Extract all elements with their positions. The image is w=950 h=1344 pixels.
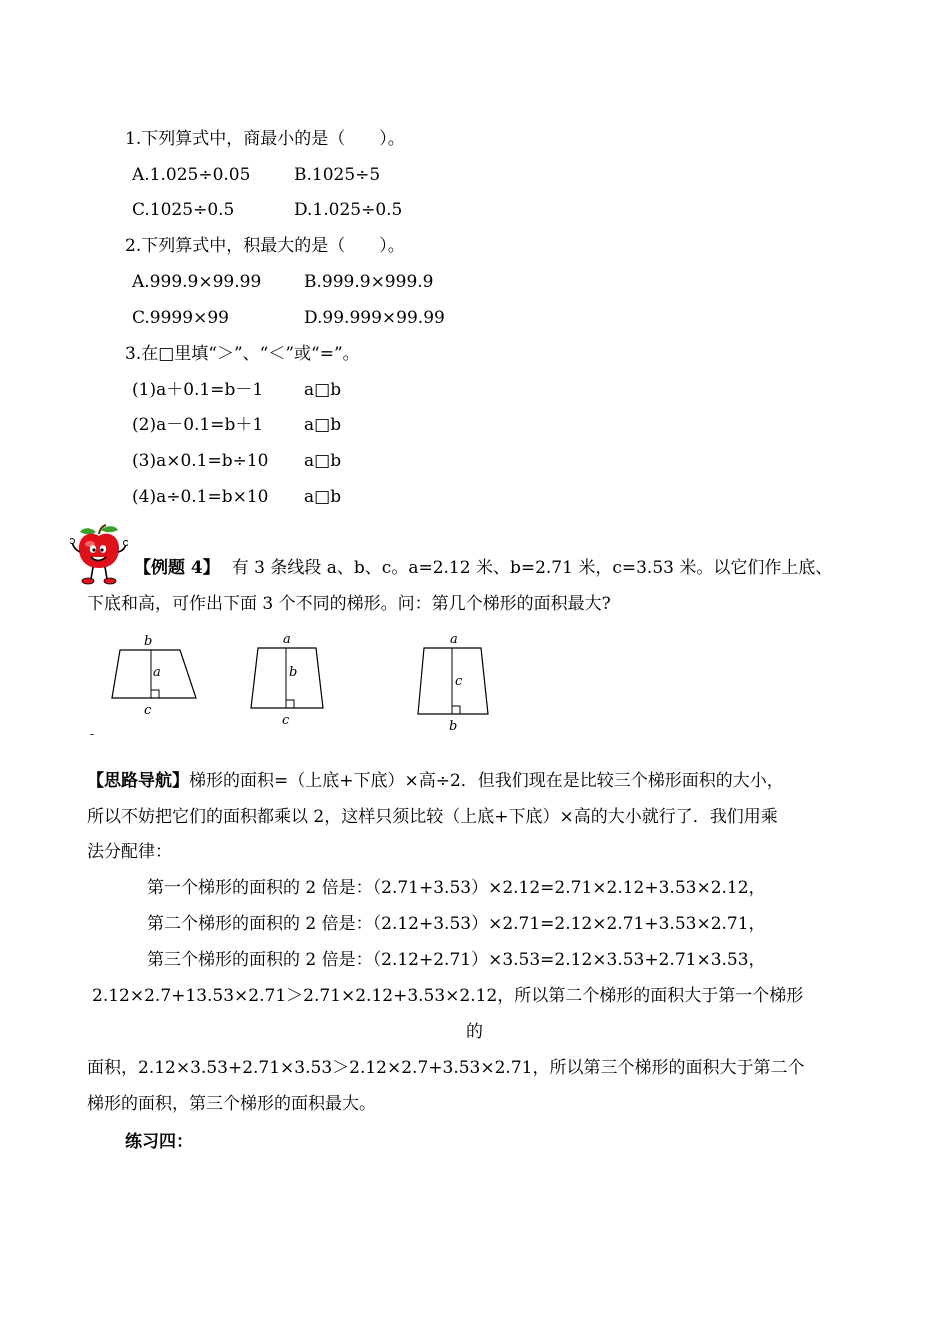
- solution-calc-3: 第三个梯形的面积的 2 倍是：（2.12+2.71）×3.53=2.12×3.53+2.71×3.53，: [147, 950, 766, 970]
- trapezoid-figures: [100, 628, 540, 738]
- example-line-2: 下底和高，可作出下面 3 个不同的梯形。问：第几个梯形的面积最大?: [87, 594, 611, 614]
- trapezoid-3-bottom-label: b: [449, 719, 458, 734]
- example-line-1: [134, 556, 832, 580]
- q2-option-d: D.99.999×99.99: [304, 308, 445, 328]
- q3-item-expr: (4)a÷0.1=b×10: [132, 487, 269, 507]
- trapezoid-2-bottom-label: c: [282, 713, 290, 728]
- q3-item-cmp: a□b: [304, 451, 342, 471]
- practice-heading: 练习四：: [125, 1132, 193, 1152]
- solution-calc-2: 第二个梯形的面积的 2 倍是：（2.12+3.53）×2.71=2.12×2.71+3.53×2.71，: [147, 914, 766, 934]
- solution-comp-3: 梯形的面积，第三个梯形的面积最大。: [87, 1094, 376, 1114]
- trapezoid-1-top-label: b: [144, 634, 153, 649]
- trapezoid-1-height-label: a: [153, 665, 161, 680]
- q1-stem: 1.下列算式中，商最小的是（ ）。: [125, 129, 405, 149]
- solution-label: 【思路导航】: [87, 771, 189, 791]
- q1-option-d: D.1.025÷0.5: [294, 200, 403, 220]
- q3-item-expr: (3)a×0.1=b÷10: [132, 451, 269, 471]
- q2-stem: 2.下列算式中，积最大的是（ ）。: [125, 236, 405, 256]
- q1-option-b: B.1025÷5: [294, 165, 381, 185]
- solution-comp-1: 2.12×2.7+13.53×2.71＞2.71×2.12+3.53×2.12，所以第二个梯形的面积大于第一个梯形: [92, 986, 804, 1006]
- q3-item-cmp: a□b: [304, 487, 342, 507]
- apple-mascot-icon: [70, 524, 128, 586]
- solution-text-1: 梯形的面积=（上底+下底）×高÷2．但我们现在是比较三个梯形面积的大小，: [189, 771, 784, 791]
- q3-item-cmp: a□b: [304, 415, 342, 435]
- q2-option-b: B.999.9×999.9: [304, 272, 434, 292]
- q1-option-a: A.1.025÷0.05: [132, 165, 251, 185]
- solution-comp-2: 面积，2.12×3.53+2.71×3.53＞2.12×2.7+3.53×2.71，所以第三个梯形的面积大于第二个: [87, 1058, 805, 1078]
- trapezoid-3: [418, 632, 488, 734]
- trapezoid-2: [251, 632, 323, 728]
- trapezoid-2-top-label: a: [283, 632, 291, 647]
- solution-line-1: [87, 769, 784, 793]
- solution-line-3: 法分配律：: [87, 842, 172, 862]
- q3-item-expr: (1)a＋0.1=b－1: [132, 380, 264, 400]
- example-label: 【例题 4】: [134, 558, 220, 578]
- trapezoid-2-height-label: b: [289, 665, 298, 680]
- q3-item-cmp: a□b: [304, 380, 342, 400]
- q1-option-c: C.1025÷0.5: [132, 200, 235, 220]
- q3-item-expr: (2)a－0.1=b＋1: [132, 415, 264, 435]
- trapezoid-3-height-label: c: [455, 674, 463, 689]
- example-text: 有 3 条线段 a、b、c。a=2.12 米、b=2.71 米，c=3.53 米。以它们作上底、: [231, 558, 833, 578]
- trapezoid-1-bottom-label: c: [144, 703, 152, 718]
- q2-option-a: A.999.9×99.99: [132, 272, 262, 292]
- solution-calc-1: 第一个梯形的面积的 2 倍是：（2.71+3.53）×2.12=2.71×2.12+3.53×2.12，: [147, 878, 766, 898]
- dash-mark: -: [90, 727, 95, 741]
- solution-line-2: 所以不妨把它们的面积都乘以 2，这样只须比较（上底+下底）×高的大小就行了．我们用乘: [87, 807, 778, 827]
- trapezoid-1: [112, 634, 196, 718]
- trapezoid-3-top-label: a: [450, 632, 458, 647]
- q2-option-c: C.9999×99: [132, 308, 229, 328]
- q3-stem: 3.在□里填“＞”、“＜”或“=”。: [125, 344, 360, 364]
- solution-comp-1-tail: 的: [466, 1022, 483, 1042]
